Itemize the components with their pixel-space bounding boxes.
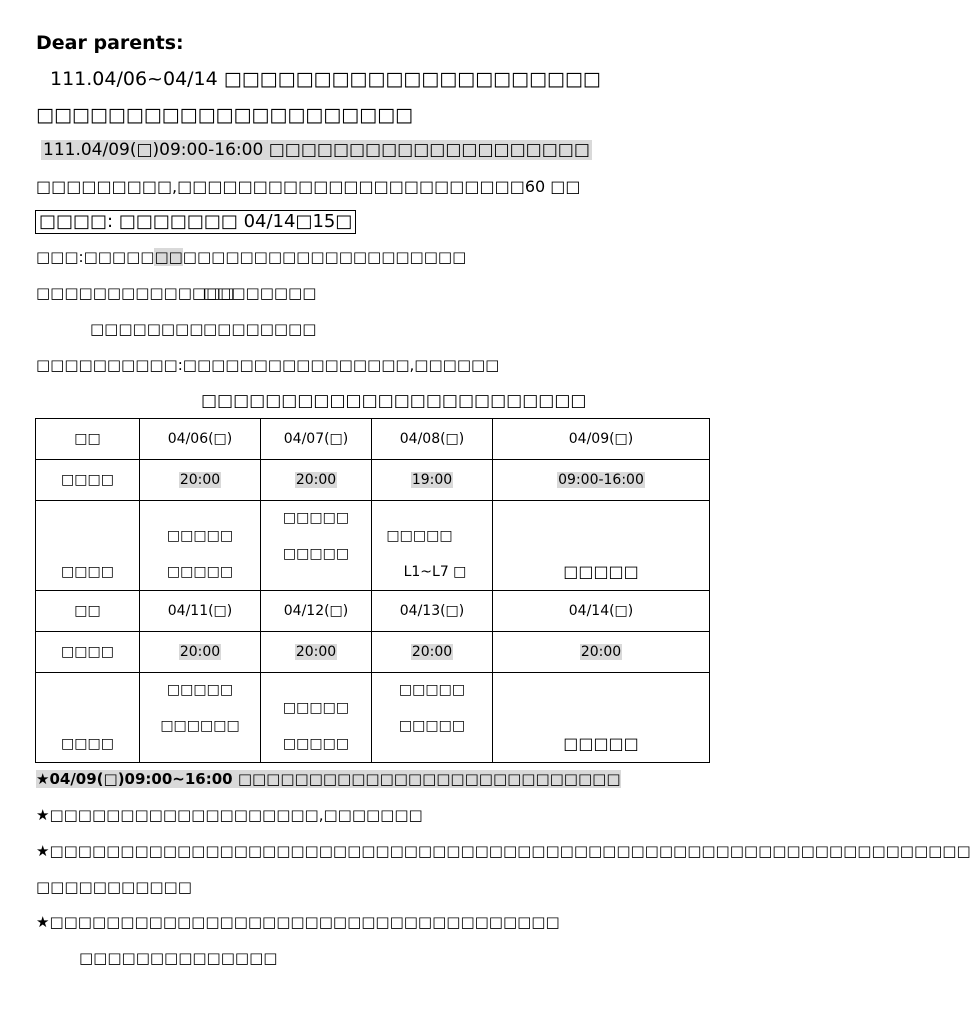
time-cell [140,632,261,673]
content-cell [493,673,710,763]
date-cell: 04/11(□) [140,591,261,632]
content-cell [493,501,710,591]
content-line: □□□□□ [166,527,234,544]
content-cell [140,673,261,763]
time-value: 20:00 [179,472,221,488]
schedule-table [35,418,710,763]
competition-date-line: 111.04/09(□)09:00-16:00 □□□□□□□□□□□□□□□□□□□□ [43,140,590,160]
content-line: L1~L7 □ [403,563,467,580]
table-row [36,501,710,591]
date-cell: 04/09(□) [493,419,710,460]
content-cell [261,673,372,763]
footer-note-3-b: □□□□□□□□□□□ [36,878,192,896]
table-row [36,591,710,632]
footer-note-4: ★□□□□□□□□□□□□□□□□□□□□□□□□□□□□□□□□□□□□ [36,913,560,931]
date-cell: 04/07(□) [261,419,372,460]
time-cell [372,460,493,501]
content-line: □□□□□ [166,681,234,698]
intro-line-2: □□□□□□□□□□□□□□□□□□□□□ [36,104,413,126]
note-line-1 [36,248,466,266]
note-1-text-b: □□□□□□□□□□□□□□□□□□□□ [182,248,467,266]
time-cell [493,632,710,673]
content-label-cell [36,501,140,591]
row-label-time: □□□□ [36,632,140,673]
time-cell [261,460,372,501]
date-cell: 04/08(□) [372,419,493,460]
time-value: 20:00 [179,644,221,660]
content-line: □□□□□ [386,527,453,544]
time-value: 09:00-16:00 [558,472,644,488]
content-line: □□□□□□ [160,717,240,734]
time-value: 19:00 [411,472,453,488]
note-line-2-b: □□□□□□□□ [203,284,317,302]
intro-line-1: 111.04/06~04/14 □□□□□□□□□□□□□□□□□□□□□ [50,68,601,90]
content-line: □□□□□ [398,717,466,734]
row-label-content: □□□□ [61,735,114,752]
row-label-content: □□□□ [61,563,114,580]
time-cell [140,460,261,501]
note-line-2-a: □□□□□□□□□□□□□□ [36,284,235,302]
row-label-date: □□ [36,591,140,632]
note-1-text-a: □□□:□□□□□ [36,248,155,266]
content-line: □□□□□ [282,699,350,716]
content-line: □□□□□ [398,681,466,698]
content-line: □□□□□ [563,561,639,581]
table-row [36,673,710,763]
row-label-time: □□□□ [36,460,140,501]
footer-note-1: ★04/09(□)09:00~16:00 □□□□□□□□□□□□□□□□□□□□□□□□□□□ [36,770,621,788]
content-line: □□□□□ [166,563,234,580]
greeting: Dear parents: [36,32,184,54]
intro-line-4: □□□□□□□□□,□□□□□□□□□□□□□□□□□□□□□□□60 □□ [36,177,581,196]
table-row [36,632,710,673]
footer-note-5: □□□□□□□□□□□□□□ [79,949,278,967]
content-label-cell [36,673,140,763]
footer-note-2: ★□□□□□□□□□□□□□□□□□□□,□□□□□□□ [36,806,423,824]
note-1-highlight: □□ [154,248,183,266]
date-cell: 04/06(□) [140,419,261,460]
note-line-4: □□□□□□□□□□:□□□□□□□□□□□□□□□□,□□□□□□ [36,356,500,374]
time-cell [261,632,372,673]
content-line: □□□□□ [563,733,639,753]
note-line-3-a: □□□□□□□□ [90,320,204,338]
footer-note-3-a: ★□□□□□□□□□□□□□□□□□□□□□□□□□□□□□□□□□□□□□□□□□□□□□□□□□□□□□□□□□□□□□□□□□ [36,842,971,860]
note-line-3-b: □□□□□□□□ [203,320,317,338]
time-cell [372,632,493,673]
date-cell: 04/13(□) [372,591,493,632]
time-value: 20:00 [295,472,337,488]
content-line: □□□□□ [282,545,350,562]
content-cell [372,501,493,591]
row-label-date: □□ [36,419,140,460]
content-cell [372,673,493,763]
content-line: □□□□□ [282,509,350,526]
time-value: 20:00 [580,644,622,660]
table-row [36,419,710,460]
table-title: □□□□□□□□□□□□□□□□□□□□□□□□ [201,391,587,411]
boxed-notice: □□□□: □□□□□□□ 04/14□15□ [35,210,356,234]
date-cell: 04/12(□) [261,591,372,632]
date-cell: 04/14(□) [493,591,710,632]
time-value: 20:00 [411,644,453,660]
content-line: □□□□□ [282,735,350,752]
time-cell [493,460,710,501]
table-row [36,460,710,501]
content-cell [261,501,372,591]
content-cell [140,501,261,591]
time-value: 20:00 [295,644,337,660]
